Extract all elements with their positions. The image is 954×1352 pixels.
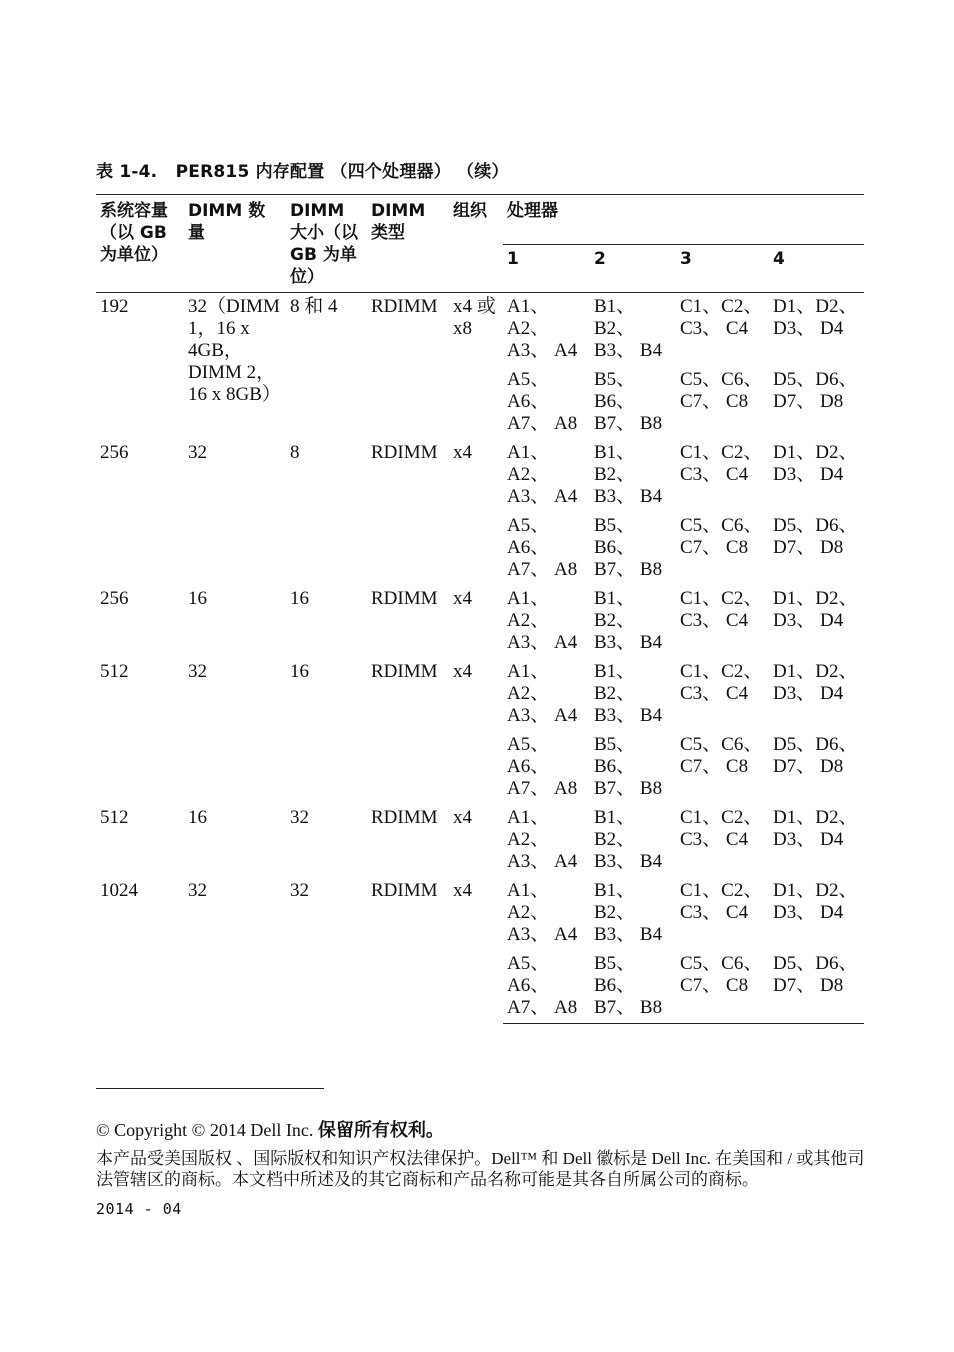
cell-processor-2-slots: B1、B2、B3、 B4 [594,661,663,726]
cell-processor-1-slots: A1、A2、A3、 A4 [507,442,578,507]
cell-capacity: 256 [100,588,129,609]
cell-dimm-count: 16 [188,807,207,828]
cell-capacity: 192 [100,296,129,317]
cell-capacity: 256 [100,442,129,463]
table-row [96,439,864,512]
cell-capacity: 1024 [100,880,138,901]
cell-processor-2-slots: B5、B6、B7、 B8 [590,950,676,1024]
header-processor-4: 4 [769,244,864,292]
cell-processor-2-slots: B5、B6、B7、 B8 [594,734,663,799]
cell-processor-3-slots: C1、C2、C3、 C4 [680,588,763,631]
cell-processor-4-slots: D5、D6、D7、 D8 [773,515,858,558]
table-row [96,585,864,658]
cell-processor-3-slots: C1、C2、C3、 C4 [680,807,763,850]
cell-processor-1-slots: A5、A6、A7、 A8 [507,515,578,580]
cell-processor-4-slots: D1、D2、D3、 D4 [773,807,858,850]
copyright-text: © Copyright © 2014 Dell Inc. [96,1120,314,1140]
header-dimm-count: DIMM 数量 [184,195,286,293]
cell-organization: x4 [453,880,472,901]
table-row [96,877,864,950]
header-organization: 组织 [449,195,503,293]
cell-processor-4-slots: D1、D2、D3、 D4 [773,880,858,923]
cell-processor-4-slots: D5、D6、D7、 D8 [773,369,858,412]
cell-processor-4-slots: D1、D2、D3、 D4 [773,588,858,631]
table-caption: 表 1-4. PER815 内存配置 （四个处理器） （续） [96,162,509,182]
header-dimm-size: DIMM 大小（以 GB 为单位） [286,195,367,293]
cell-dimm-count: 32（DIMM 1，16 x 4GB，DIMM 2，16 x 8GB） [188,296,281,405]
cell-processor-4-slots: D5、D6、D7、 D8 [773,734,858,777]
table-header [96,195,864,293]
cell-processor-3-slots: C5、C6、C7、 C8 [680,734,763,777]
cell-processor-1-slots: A5、A6、A7、 A8 [507,369,578,434]
memory-config-table-container [96,194,864,1024]
cell-dimm-type: RDIMM [371,588,438,609]
cell-dimm-size: 16 [290,661,309,682]
table-row [96,293,864,367]
cell-dimm-count: 32 [188,880,207,901]
table-row [96,804,864,877]
cell-processor-2-slots: B1、B2、B3、 B4 [594,296,663,361]
cell-processor-3-slots: C5、C6、C7、 C8 [680,369,763,412]
cell-dimm-type: RDIMM [371,296,438,317]
cell-processor-1-slots: A1、A2、A3、 A4 [507,296,578,361]
cell-dimm-type: RDIMM [371,880,438,901]
cell-processor-2-slots: B1、B2、B3、 B4 [594,807,663,872]
cell-processor-2-slots: B5、B6、B7、 B8 [594,369,663,434]
header-processor-1: 1 [503,244,590,292]
header-processor: 处理器 [503,195,864,245]
cell-dimm-size: 8 和 4 [290,296,338,317]
memory-config-table [96,194,864,1024]
cell-dimm-type: RDIMM [371,807,438,828]
cell-processor-1-slots: A5、A6、A7、 A8 [503,950,590,1024]
publication-date: 2014 - 04 [96,1200,182,1218]
cell-organization: x4 或 x8 [453,296,496,339]
cell-processor-2-slots: B1、B2、B3、 B4 [594,588,663,653]
header-processor-3: 3 [676,244,769,292]
cell-processor-3-slots: C1、C2、C3、 C4 [680,442,763,485]
header-processor-2: 2 [590,244,676,292]
cell-processor-3-slots: C5、C6、C7、 C8 [680,515,763,558]
cell-processor-2-slots: B5、B6、B7、 B8 [594,515,663,580]
footer-divider [96,1088,324,1089]
cell-processor-2-slots: B1、B2、B3、 B4 [594,442,663,507]
rights-reserved: 保留所有权利。 [317,1120,444,1140]
cell-dimm-type: RDIMM [371,661,438,682]
cell-processor-1-slots: A1、A2、A3、 A4 [507,807,578,872]
cell-processor-3-slots: C1、C2、C3、 C4 [680,880,763,923]
copyright-line [96,1116,444,1142]
header-dimm-type: DIMM 类型 [367,195,449,293]
cell-processor-1-slots: A1、A2、A3、 A4 [507,880,578,945]
cell-dimm-type: RDIMM [371,442,438,463]
cell-dimm-count: 32 [188,442,207,463]
cell-processor-1-slots: A1、A2、A3、 A4 [507,661,578,726]
cell-processor-4-slots: D1、D2、D3、 D4 [773,442,858,485]
cell-processor-4-slots: D5、D6、D7、 D8 [769,950,864,1024]
cell-processor-3-slots: C5、C6、C7、 C8 [676,950,769,1024]
cell-organization: x4 [453,807,472,828]
cell-dimm-size: 32 [290,807,309,828]
cell-dimm-size: 32 [290,880,309,901]
cell-processor-4-slots: D1、D2、D3、 D4 [773,661,858,704]
cell-dimm-count: 16 [188,588,207,609]
cell-capacity: 512 [100,661,129,682]
cell-processor-1-slots: A5、A6、A7、 A8 [507,734,578,799]
cell-dimm-size: 8 [290,442,300,463]
table-row [96,658,864,731]
cell-dimm-count: 32 [188,661,207,682]
cell-dimm-size: 16 [290,588,309,609]
trademark-notice: 本产品受美国版权 、国际版权和知识产权法律保护。Dell™ 和 Dell 徽标是 Dell Inc. 在美国和 / 或其他司法管辖区的商标。本文档中所述及的其它商标和产品名称可能是其各自所属公司的商标。 [96,1149,865,1189]
header-capacity: 系统容量（以 GB 为单位） [96,195,184,293]
cell-processor-1-slots: A1、A2、A3、 A4 [507,588,578,653]
cell-capacity: 512 [100,807,129,828]
cell-processor-4-slots: D1、D2、D3、 D4 [773,296,858,339]
cell-organization: x4 [453,442,472,463]
cell-processor-3-slots: C1、C2、C3、 C4 [680,661,763,704]
table-body [96,293,864,1024]
cell-organization: x4 [453,588,472,609]
cell-processor-3-slots: C1、C2、C3、 C4 [680,296,763,339]
cell-organization: x4 [453,661,472,682]
cell-processor-2-slots: B1、B2、B3、 B4 [594,880,663,945]
